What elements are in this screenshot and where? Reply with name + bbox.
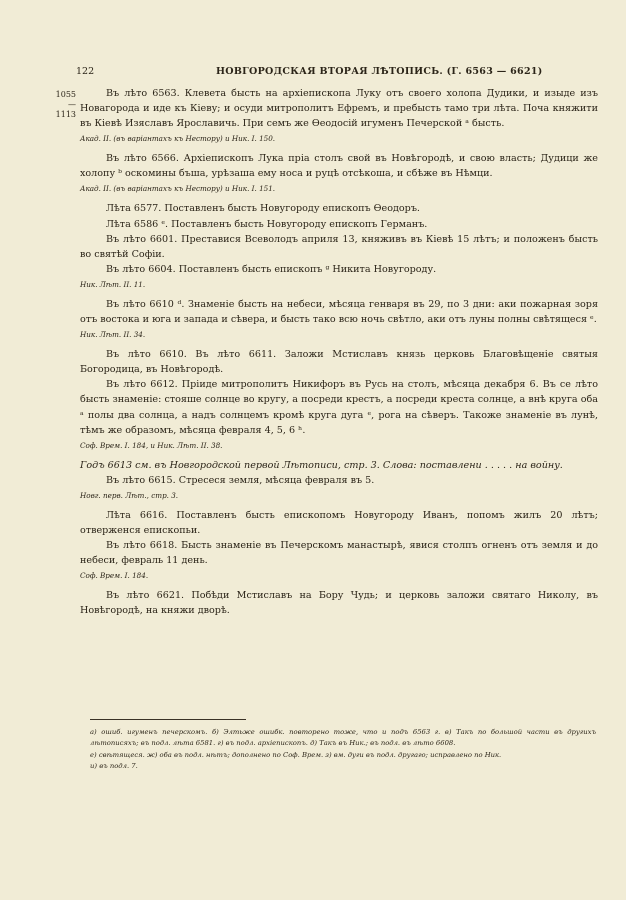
- margin-year-range: [52, 90, 76, 120]
- footnotes: [90, 727, 596, 773]
- margin-year-end: —1113: [55, 100, 76, 119]
- source-citation: Соф. Врем. I. 184.: [80, 571, 149, 581]
- chronicle-entry: Въ лѣто 6610. Въ лѣто 6611. Заложи Мстиславъ князь церковь Благовѣщеніе святыя Богородица, въ Новѣгородѣ.: [80, 349, 598, 376]
- running-title: НОВГОРОДСКАЯ ВТОРАЯ ЛѢТОПИСЬ. (Г. 6563 — 6621): [216, 66, 543, 77]
- editorial-note: Годъ 6613 см. въ Новгородской первой Лѣтописи, стр. 3. Слова: поставлени . . . . . на войну.: [80, 459, 563, 471]
- source-citation: Акад. II. (въ варіантахъ къ Нестору) и Ник. I. 151.: [80, 184, 276, 194]
- chronicle-entry: Лѣта 6586 ᵉ. Поставленъ бысть Новугороду епископъ Германъ.: [106, 218, 428, 230]
- chronicle-entry: Въ лѣто 6615. Стресеся земля, мѣсяца февраля въ 5.: [106, 474, 375, 486]
- chronicle-entry: Въ лѣто 6563. Клевета бысть на архіепископа Луку отъ своего холопа Дудики, и изыде изъ Новагорода и иде къ Кіеву; и осуди митрополитъ Ефремъ, и пребысть тамо три лѣта. Поча княжити въ Кіевѣ Изяславъ Ярославичь. При семъ же Өеодосій игуменъ Печерской ᵃ бысть.: [80, 88, 598, 130]
- source-citation: Ник. Лѣт. II. 34.: [80, 330, 146, 340]
- chronicle-entry: Въ лѣто 6610 ᵈ. Знаменіе бысть на небеси, мѣсяца генваря въ 29, по 3 дни: аки пожарная зоря отъ востока и юга и запада и сѣвера, и бысть тако всю ночь свѣтло, аки отъ луны полны свѣтящеся ᵉ.: [80, 298, 598, 326]
- chronicle-entry: Въ лѣто 6604. Поставленъ бысть епископъ ᵍ Никита Новугороду.: [106, 263, 437, 275]
- source-citation: Ник. Лѣт. II. 11.: [80, 279, 146, 289]
- chronicle-entry: Въ лѣто 6566. Архіепископъ Лука пріа столъ свой въ Новѣгородѣ, и свою власть; Дудици же холопу ᵇ оскомины бъша, урѣзаша ему носа и руцѣ отсѣкоша, и сбѣже въ Нѣмци.: [80, 153, 598, 180]
- chronicle-text: [80, 86, 598, 618]
- footnote-line: и) въ подл. 7.: [90, 762, 138, 771]
- chronicle-entry: Въ лѣто 6612. Пріиде митрополитъ Никифоръ въ Русь на столъ, мѣсяца декабря 6. Въ се лѣто бысть знаменіе: стояше солнце во кругу, а посреди крестъ, а посреди креста солнце, а внѣ круга оба ᵃ полы два солнца, а надъ солнцемъ кромѣ круга дуга ᵉ, рога на сѣверъ. Такоже знаменіе въ лунѣ, тѣмъ же образомъ, мѣсяца февраля 4, 5, 6 ʰ.: [80, 379, 598, 436]
- source-citation: Акад. II. (въ варіантахъ къ Нестору) и Ник. I. 150.: [80, 134, 276, 144]
- margin-year-start: 1055: [55, 90, 76, 99]
- chronicle-entry: Въ лѣто 6621. Побѣди Мстиславъ на Бору Чудь; и церковь заложи святаго Николу, въ Новѣгородѣ, на княжи дворѣ.: [80, 590, 598, 617]
- source-citation: Соф. Врем. I. 184, и Ник. Лѣт. II. 38.: [80, 440, 223, 450]
- chronicle-entry: Лѣта 6577. Поставленъ бысть Новугороду епископъ Өеодоръ.: [106, 203, 420, 215]
- chronicle-entry: Въ лѣто 6618. Бысть знаменіе въ Печерскомъ манастырѣ, явися столпъ огненъ отъ земля и до небеси, февраль 11 день.: [80, 540, 598, 567]
- footnote-line: а) ошиб. игуменъ печерскомъ. б) Элтьже ошибк. повторено тоже, что и подъ 6563 г. в) Такъ по большой части въ другихъ лѣтописяхъ; въ подл. лѣта 6581. г) въ подл. архіепископъ. д) Такъ въ Ник.; въ подл. въ лѣто 6608.: [90, 728, 596, 748]
- chronicle-entry: Въ лѣто 6601. Преставися Всеволодъ априля 13, княживъ въ Кіевѣ 15 лѣтъ; и положенъ бысть во святѣй Софіи.: [80, 233, 598, 260]
- footnote-line: е) свѣтящеся. ж) оба въ подл. нѣтъ; дополнено по Соф. Врем. з) вм. дуги въ подл. другаго; исправлено по Ник.: [90, 750, 502, 759]
- footnote-rule: [90, 719, 246, 720]
- chronicle-entry: Лѣта 6616. Поставленъ бысть епископомъ Новугороду Иванъ, попомъ жилъ 20 лѣтъ; отверженся епископьи.: [80, 509, 598, 536]
- page-header: [76, 66, 592, 82]
- source-citation: Новг. перв. Лѣт., стр. 3.: [80, 490, 179, 500]
- page-number: 122: [76, 66, 95, 77]
